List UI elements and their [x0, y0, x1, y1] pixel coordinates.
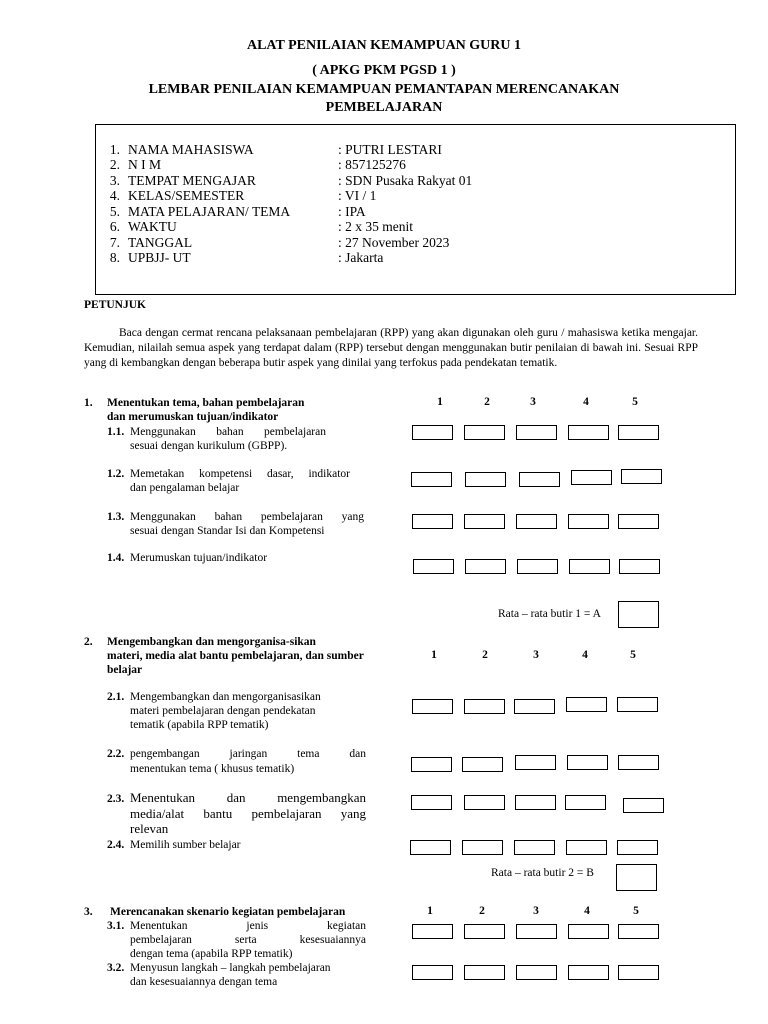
score-box[interactable]	[623, 798, 664, 813]
info-label: TANGGAL	[128, 235, 193, 250]
scale-label: 1	[437, 396, 443, 408]
score-box[interactable]	[516, 425, 557, 440]
score-box[interactable]	[618, 514, 659, 529]
score-box[interactable]	[566, 840, 607, 855]
score-box[interactable]	[514, 699, 555, 714]
average-label: Rata – rata butir 1 = A	[498, 608, 601, 620]
score-box[interactable]	[621, 469, 662, 484]
info-number: 3.	[109, 173, 120, 188]
item-text: pembelajaran serta kesesuaiannya	[130, 934, 366, 946]
score-box[interactable]	[568, 514, 609, 529]
item-number: 3.2.	[107, 962, 125, 974]
instructions-heading: PETUNJUK	[84, 299, 146, 311]
score-box[interactable]	[412, 924, 453, 939]
score-box[interactable]	[565, 795, 606, 810]
scale-label: 2	[482, 649, 488, 661]
section-title: dan merumuskan tujuan/indikator	[107, 411, 279, 423]
scale-label: 5	[632, 396, 638, 408]
scale-label: 2	[484, 396, 490, 408]
info-number: 1.	[109, 142, 120, 157]
item-text: sesuai dengan kurikulum (GBPP).	[130, 440, 288, 452]
score-box[interactable]	[618, 965, 659, 980]
score-box[interactable]	[617, 840, 658, 855]
section-title: belajar	[107, 664, 143, 676]
score-box[interactable]	[464, 699, 505, 714]
info-value: : 27 November 2023	[338, 235, 450, 250]
score-box[interactable]	[516, 514, 557, 529]
score-box[interactable]	[617, 697, 658, 712]
section-title: Mengembangkan dan mengorganisa-sikan	[107, 636, 316, 648]
document-title: ALAT PENILAIAN KEMAMPUAN GURU 1	[246, 38, 522, 53]
item-number: 1.3.	[107, 511, 125, 523]
score-box[interactable]	[516, 965, 557, 980]
form-title: LEMBAR PENILAIAN KEMAMPUAN PEMANTAPAN MERENCANAKAN	[148, 82, 620, 97]
info-number: 8.	[109, 250, 120, 265]
item-number: 2.2.	[107, 748, 125, 760]
section-number: 2.	[84, 636, 93, 648]
info-value: : PUTRI LESTARI	[338, 142, 442, 157]
info-number: 2.	[109, 157, 120, 172]
scale-label: 5	[630, 649, 636, 661]
info-label: MATA PELAJARAN/ TEMA	[128, 204, 291, 219]
score-box[interactable]	[462, 757, 503, 772]
item-text: pengembangan jaringan tema dan	[130, 748, 366, 760]
score-box[interactable]	[412, 965, 453, 980]
section-title: Merencanakan skenario kegiatan pembelajaran	[110, 906, 346, 918]
score-box[interactable]	[412, 425, 453, 440]
score-box[interactable]	[515, 755, 556, 770]
item-text: Memilih sumber belajar	[130, 839, 241, 851]
info-value: : IPA	[338, 204, 366, 219]
scale-label: 1	[431, 649, 437, 661]
item-text: Menyusun langkah – langkah pembelajaran	[130, 962, 331, 974]
average-box[interactable]	[616, 864, 657, 891]
section-number: 3.	[84, 906, 93, 918]
score-box[interactable]	[618, 755, 659, 770]
score-box[interactable]	[516, 924, 557, 939]
info-number: 7.	[109, 235, 120, 250]
score-box[interactable]	[567, 755, 608, 770]
item-text: relevan	[130, 821, 169, 836]
scale-label: 4	[582, 649, 588, 661]
score-box[interactable]	[465, 472, 506, 487]
item-text: Menentukan jenis kegiatan	[130, 920, 366, 932]
scale-label: 2	[479, 905, 485, 917]
info-label: NAMA MAHASISWA	[128, 142, 254, 157]
scale-label: 4	[584, 905, 590, 917]
score-box[interactable]	[462, 840, 503, 855]
item-number: 2.4.	[107, 839, 125, 851]
info-value: : 2 x 35 menit	[338, 219, 413, 234]
score-box[interactable]	[618, 425, 659, 440]
item-text: Menggunakan bahan pembelajaran yang	[130, 511, 364, 523]
score-box[interactable]	[618, 924, 659, 939]
score-box[interactable]	[568, 924, 609, 939]
item-text: tematik (apabila RPP tematik)	[130, 719, 269, 731]
info-label: N I M	[128, 157, 161, 172]
info-value: : Jakarta	[338, 250, 384, 265]
document-subtitle: ( APKG PKM PGSD 1 )	[312, 63, 456, 78]
score-box[interactable]	[514, 840, 555, 855]
score-box[interactable]	[517, 559, 558, 574]
score-box[interactable]	[411, 757, 452, 772]
item-number: 1.4.	[107, 552, 125, 564]
scale-label: 4	[583, 396, 589, 408]
score-box[interactable]	[571, 470, 612, 485]
score-box[interactable]	[412, 699, 453, 714]
score-box[interactable]	[410, 840, 451, 855]
score-box[interactable]	[464, 795, 505, 810]
section-number: 1.	[84, 397, 93, 409]
section-title: materi, media alat bantu pembelajaran, dan sumber	[107, 650, 364, 662]
info-label: KELAS/SEMESTER	[128, 188, 245, 203]
info-label: WAKTU	[128, 219, 177, 234]
score-box[interactable]	[413, 559, 454, 574]
score-box[interactable]	[568, 965, 609, 980]
score-box[interactable]	[568, 425, 609, 440]
item-text: dan kesesuaiannya dengan tema	[130, 976, 278, 988]
score-box[interactable]	[465, 559, 506, 574]
item-number: 2.1.	[107, 691, 125, 703]
score-box[interactable]	[411, 472, 452, 487]
score-box[interactable]	[411, 795, 452, 810]
scale-label: 3	[533, 905, 539, 917]
score-box[interactable]	[519, 472, 560, 487]
score-box[interactable]	[566, 697, 607, 712]
item-text: materi pembelajaran dengan pendekatan	[130, 705, 316, 717]
scale-label: 1	[427, 905, 433, 917]
scale-label: 3	[533, 649, 539, 661]
score-box[interactable]	[515, 795, 556, 810]
item-text: menentukan tema ( khusus tematik)	[130, 763, 295, 775]
info-number: 4.	[109, 188, 120, 203]
info-label: TEMPAT MENGAJAR	[128, 173, 256, 188]
score-box[interactable]	[619, 559, 660, 574]
form-title-cont: PEMBELAJARAN	[325, 100, 443, 115]
score-box[interactable]	[464, 514, 505, 529]
instructions-text: Baca dengan cermat rencana pelaksanaan pembelajaran (RPP) yang akan digunakan oleh guru / mahasiswa ketika mengajar. Kemudian, nilailah semua aspek yang terdapat dalam (RPP) tersebut dengan menggunakan butir penilaian di bawah ini. Sesuai RPP yang di kembangkan dengan beberapa butir aspek yang dinilai yang terfokus pada pendekatan tematik.	[84, 327, 698, 369]
scale-label: 5	[633, 905, 639, 917]
info-label: UPBJJ- UT	[128, 250, 191, 265]
item-number: 1.2.	[107, 468, 125, 480]
item-text: Menentukan dan mengembangkan	[130, 790, 366, 805]
item-number: 1.1.	[107, 426, 125, 438]
scale-label: 3	[530, 396, 536, 408]
info-value: : SDN Pusaka Rakyat 01	[338, 173, 473, 188]
item-number: 2.3.	[107, 793, 125, 805]
score-box[interactable]	[412, 514, 453, 529]
info-value: : 857125276	[338, 157, 406, 172]
item-text: Menggunakan bahan pembelajaran	[130, 426, 326, 438]
score-box[interactable]	[464, 924, 505, 939]
item-text: sesuai dengan Standar Isi dan Kompetensi	[130, 525, 325, 537]
average-box[interactable]	[618, 601, 659, 628]
item-number: 3.1.	[107, 920, 125, 932]
score-box[interactable]	[464, 425, 505, 440]
score-box[interactable]	[464, 965, 505, 980]
identity-box	[95, 124, 736, 295]
item-text: Merumuskan tujuan/indikator	[130, 552, 268, 564]
average-label: Rata – rata butir 2 = B	[491, 867, 594, 879]
item-text: dan pengalaman belajar	[130, 482, 240, 494]
info-number: 6.	[109, 219, 120, 234]
item-text: media/alat bantu pembelajaran yang	[130, 806, 366, 821]
item-text: dengan tema (apabila RPP tematik)	[130, 948, 293, 960]
section-title: Menentukan tema, bahan pembelajaran	[107, 397, 305, 409]
info-number: 5.	[109, 204, 120, 219]
item-text: Memetakan kompetensi dasar, indikator	[130, 468, 350, 480]
item-text: Mengembangkan dan mengorganisasikan	[130, 691, 321, 703]
info-value: : VI / 1	[338, 188, 377, 203]
score-box[interactable]	[569, 559, 610, 574]
